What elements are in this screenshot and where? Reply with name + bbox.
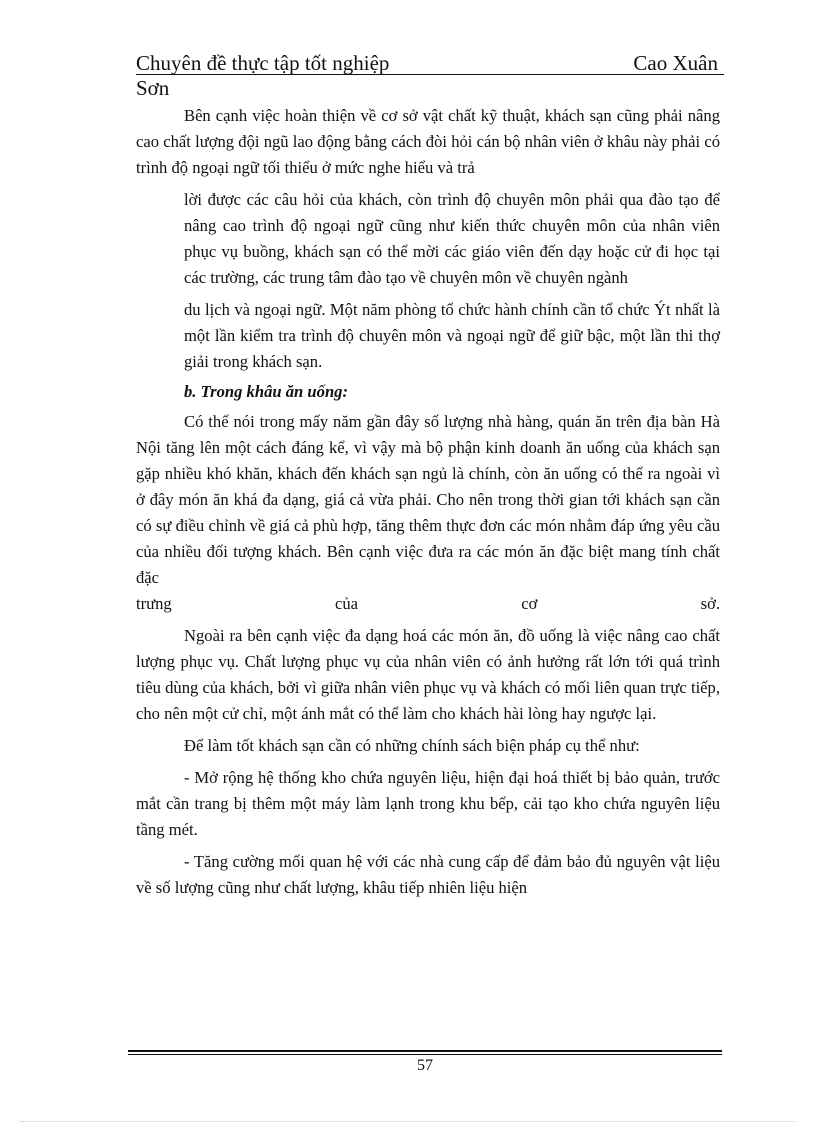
word: cơ: [521, 594, 538, 613]
header-author-continued: Sơn: [136, 76, 170, 100]
page-edge: [20, 1121, 796, 1122]
header-rule: [136, 74, 724, 75]
subheading: b. Trong khâu ăn uống:: [184, 382, 348, 401]
paragraph-2: Có thể nói trong mấy năm gần đây số lượng nhà hàng, quán ăn trên địa bàn Hà Nội tăng lên một cách đáng kể, vì vậy mà bộ phận kinh doanh ăn uống của khách sạn gặp nhiều khó khăn, khách đến khách sạn ngủ là chính, còn ăn uống có thể ra ngoài vì ở đây món ăn khá đa dạng, giá cả vừa phải. Cho nên trong thời gian tới khách sạn cần có sự điều chỉnh về giá cả phù hợp, tăng thêm thực đơn các món nhằm đáp ứng yêu cầu của nhiều đối tượng khách. Bên cạnh việc đưa ra các món ăn đặc biệt mang tính chất đặc: [136, 412, 720, 587]
footer-rule-thick: [128, 1050, 722, 1052]
paragraph-6: - Tăng cường mối quan hệ với các nhà cung cấp để đảm bảo đủ nguyên vật liệu về số lượng cũng như chất lượng, khâu tiếp nhiên liệu hiện: [136, 852, 720, 897]
paragraph-5: - Mở rộng hệ thống kho chứa nguyên liệu, hiện đại hoá thiết bị bảo quản, trước mắt cần trang bị thêm một máy làm lạnh trong khu bếp, cải tạo kho chứa nguyên liệu tầng mét.: [136, 768, 720, 839]
paragraph-4: Để làm tốt khách sạn cần có những chính sách biện pháp cụ thể như:: [184, 736, 640, 755]
page-header: [136, 50, 724, 76]
word: trưng: [136, 594, 172, 613]
paragraph-3: Ngoài ra bên cạnh việc đa dạng hoá các món ăn, đồ uống là việc nâng cao chất lượng phục vụ. Chất lượng phục vụ của nhân viên có ảnh hưởng rất lớn tới quá trình tiêu dùng của khách, bởi vì giữa nhân viên phục vụ và khách có mối liên quan trực tiếp, cho nên một cử chỉ, một ánh mắt có thể làm cho khách hài lòng hay ngược lại.: [136, 626, 720, 723]
document-body: [136, 103, 720, 901]
footer-rule-thin: [128, 1054, 722, 1055]
paragraph-1a: Bên cạnh việc hoàn thiện về cơ sở vật chất kỹ thuật, khách sạn cũng phải nâng cao chất lượng đội ngũ lao động bằng cách đòi hỏi cán bộ nhân viên ở khâu này phải có trình độ ngoại ngữ tối thiểu ở mức nghe hiểu và trả: [136, 106, 720, 177]
page-number: 57: [417, 1057, 433, 1074]
paragraph-1c: du lịch và ngoại ngữ. Một năm phòng tổ chức hành chính cần tổ chức Ýt nhất là một lần kiểm tra trình độ chuyên môn và ngoại ngữ để giữ bậc, một lần thi thợ giải trong khách sạn.: [184, 300, 720, 371]
word: sở.: [700, 594, 720, 613]
word: của: [334, 594, 358, 613]
header-title: Chuyên đề thực tập tốt nghiệp: [136, 51, 390, 75]
header-author: Cao Xuân: [633, 51, 718, 75]
paragraph-2-last-line: [136, 591, 720, 617]
paragraph-1b: lời được các câu hỏi của khách, còn trình độ chuyên môn phải qua đào tạo để nâng cao trình độ ngoại ngữ cũng như kiến thức chuyên môn của nhân viên phục vụ buồng, khách sạn có thể mời các giáo viên đến dạy hoặc cử đi học tại các trường, các trung tâm đào tạo về chuyên môn về chuyên ngành: [184, 190, 720, 287]
